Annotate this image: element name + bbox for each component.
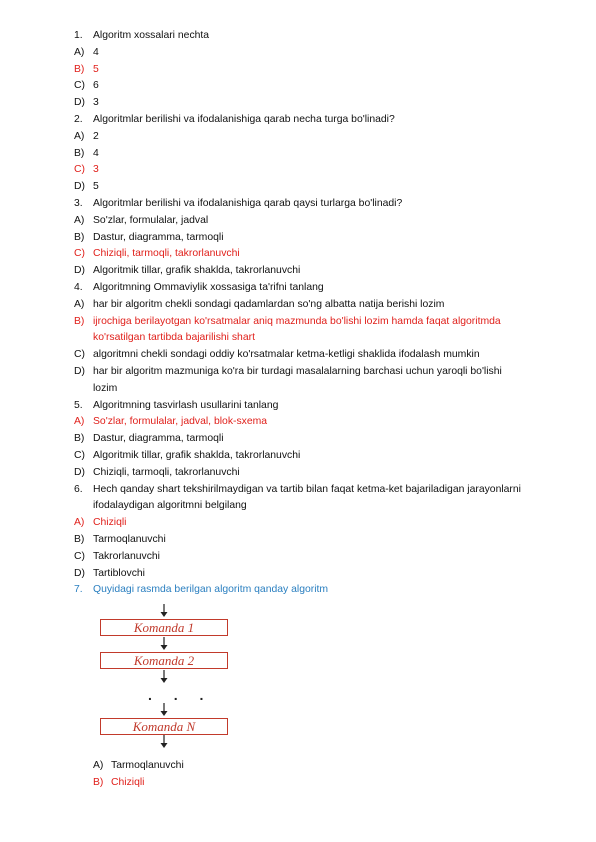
answer-option xyxy=(0,146,596,163)
item-text: Dastur, diagramma, tarmoqli xyxy=(93,231,224,243)
answer-option xyxy=(0,95,596,112)
flowchart-box-1: Komanda 1 xyxy=(100,619,228,636)
question-line xyxy=(0,582,596,599)
item-marker: C) xyxy=(74,550,85,562)
flowchart-box-n: Komanda N xyxy=(100,718,228,735)
item-text: Chiziqli xyxy=(111,776,145,788)
item-marker: C) xyxy=(74,349,85,361)
item-text: So'zlar, formulalar, jadval, blok-sxema xyxy=(93,416,268,428)
item-text: lozim xyxy=(93,382,118,394)
item-marker: A) xyxy=(93,760,104,771)
item-text: 4 xyxy=(93,46,99,58)
item-marker: A) xyxy=(74,416,85,428)
item-text: har bir algoritm mazmuniga ko'ra bir turdagi masalalarning barchasi uchun yaroqli bo'lishi xyxy=(93,365,502,377)
flowchart-ellipsis: . . . xyxy=(148,687,213,703)
answer-option xyxy=(0,129,596,146)
answer-option xyxy=(0,314,596,331)
item-marker: A) xyxy=(74,130,85,142)
item-marker: B) xyxy=(74,63,85,75)
item-text: har bir algoritm chekli sondagi qadamlardan so'ng albatta natija berishi lozim xyxy=(93,298,445,310)
question-line xyxy=(0,280,596,297)
answer-option xyxy=(0,465,596,482)
item-text: Algoritmik tillar, grafik shaklda, takrorlanuvchi xyxy=(93,265,301,277)
item-marker: B) xyxy=(74,147,85,159)
question-line xyxy=(0,482,596,499)
item-text: 4 xyxy=(93,147,99,159)
item-marker: D) xyxy=(74,567,85,579)
answer-option xyxy=(0,246,596,263)
item-text: 2 xyxy=(93,130,99,142)
item-marker: 6. xyxy=(74,483,83,495)
answer-option xyxy=(0,549,596,566)
text-continuation xyxy=(0,498,596,515)
item-text: Chiziqli, tarmoqli, takrorlanuvchi xyxy=(93,466,240,478)
item-marker: 4. xyxy=(74,281,83,293)
item-text: Tartiblovchi xyxy=(93,567,145,579)
answer-option xyxy=(0,515,596,532)
item-marker: 2. xyxy=(74,113,83,125)
question-7-answers xyxy=(0,758,596,792)
answer-option xyxy=(0,179,596,196)
arrow-icon xyxy=(157,703,171,717)
item-text: Algoritmning tasvirlash usullarini tanlang xyxy=(93,399,279,411)
item-marker: A) xyxy=(74,298,85,310)
answer-option xyxy=(0,431,596,448)
item-marker: A) xyxy=(74,46,85,58)
item-text: Tarmoqlanuvchi xyxy=(93,533,166,545)
answer-option xyxy=(0,230,596,247)
item-marker: D) xyxy=(74,97,85,109)
item-marker: C) xyxy=(74,449,85,461)
answer-option xyxy=(0,297,596,314)
flowchart-box-2: Komanda 2 xyxy=(100,652,228,669)
item-text: So'zlar, formulalar, jadval xyxy=(93,214,209,226)
item-text: Algoritmlar berilishi va ifodalanishiga qarab qaysi turlarga bo'linadi? xyxy=(93,197,403,209)
item-marker: C) xyxy=(74,80,85,92)
item-marker: B) xyxy=(74,231,85,243)
answer-option xyxy=(0,566,596,583)
item-marker: A) xyxy=(74,517,85,529)
item-text: Chiziqli xyxy=(93,517,127,529)
item-marker: A) xyxy=(74,214,85,226)
answer-option xyxy=(0,775,596,792)
item-marker: D) xyxy=(74,181,85,193)
item-text: Quyidagi rasmda berilgan algoritm qanday algoritm xyxy=(93,584,329,596)
item-text: ijrochiga berilayotgan ko'rsatmalar aniq mazmunda bo'lishi lozim hamda faqat algoritmda xyxy=(93,315,501,327)
arrow-icon xyxy=(157,604,171,618)
item-text: ifodalaydigan algoritmni belgilang xyxy=(93,500,247,512)
item-marker: 7. xyxy=(74,584,83,596)
item-text: Algoritmik tillar, grafik shaklda, takrorlanuvchi xyxy=(93,449,301,461)
item-marker: D) xyxy=(74,365,85,377)
item-text: Hech qanday shart tekshirilmaydigan va tartib bilan faqat ketma-ket bajariladigan jarayonlarni xyxy=(93,483,521,495)
arrow-icon xyxy=(157,670,171,684)
item-marker: B) xyxy=(74,315,85,327)
item-marker: D) xyxy=(74,265,85,277)
item-text: Algoritmning Ommaviylik xossasiga ta'rifni tanlang xyxy=(93,281,324,293)
item-text: Algoritm xossalari nechta xyxy=(93,30,210,41)
answer-option xyxy=(0,347,596,364)
item-text: algoritmni chekli sondagi oddiy ko'rsatmalar ketma-ketligi shaklida ifodalash mumkin xyxy=(93,349,480,361)
answer-option xyxy=(0,45,596,62)
answer-option xyxy=(0,213,596,230)
answer-option xyxy=(0,263,596,280)
item-text: 5 xyxy=(93,63,99,75)
item-text: ko'rsatilgan tartibda bajarilishi shart xyxy=(93,332,255,344)
quiz-content xyxy=(0,28,596,599)
item-marker: D) xyxy=(74,466,85,478)
answer-option xyxy=(0,162,596,179)
text-continuation xyxy=(0,381,596,398)
arrow-icon xyxy=(157,637,171,651)
answer-option xyxy=(0,364,596,381)
item-text: 6 xyxy=(93,80,99,92)
answer-option xyxy=(0,448,596,465)
item-marker: B) xyxy=(74,533,85,545)
answer-option xyxy=(0,758,596,775)
text-continuation xyxy=(0,330,596,347)
item-marker: 5. xyxy=(74,399,83,411)
answer-option xyxy=(0,78,596,95)
arrow-icon xyxy=(157,735,171,749)
question-line xyxy=(0,28,596,45)
item-text: Algoritmlar berilishi va ifodalanishiga qarab necha turga bo'linadi? xyxy=(93,113,395,125)
answer-option xyxy=(0,62,596,79)
item-marker: 3. xyxy=(74,197,83,209)
answer-option xyxy=(0,532,596,549)
item-text: Dastur, diagramma, tarmoqli xyxy=(93,433,224,445)
item-marker: B) xyxy=(93,776,104,788)
item-text: Chiziqli, tarmoqli, takrorlanuvchi xyxy=(93,248,240,260)
item-marker: C) xyxy=(74,248,85,260)
question-line xyxy=(0,112,596,129)
item-marker: C) xyxy=(74,164,85,176)
question-line xyxy=(0,398,596,415)
item-text: Tarmoqlanuvchi xyxy=(111,760,184,771)
flowchart-diagram xyxy=(98,604,238,754)
answer-option xyxy=(0,414,596,431)
item-text: 5 xyxy=(93,181,99,193)
item-text: Takrorlanuvchi xyxy=(93,550,160,562)
item-marker: B) xyxy=(74,433,85,445)
item-marker: 1. xyxy=(74,30,83,41)
item-text: 3 xyxy=(93,97,99,109)
item-text: 3 xyxy=(93,164,99,176)
question-line xyxy=(0,196,596,213)
